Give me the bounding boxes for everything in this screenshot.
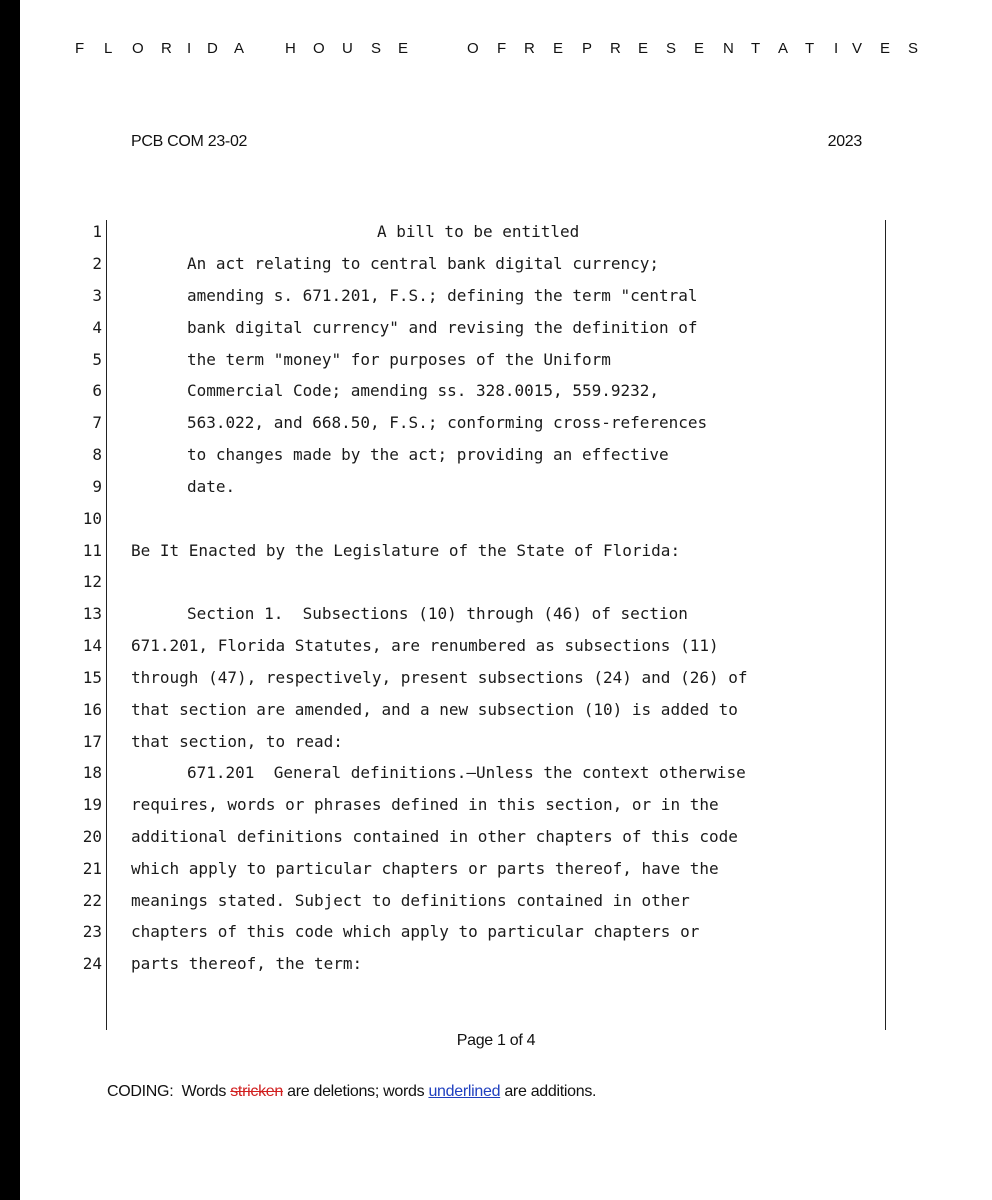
header-letter: R (161, 40, 172, 57)
line-number: 23 (82, 922, 102, 941)
header-letter: E (694, 40, 705, 57)
header-letter: R (524, 40, 535, 57)
line-text: the term "money" for purposes of the Uniform (187, 350, 611, 369)
line-text: to changes made by the act; providing an effective (187, 445, 669, 464)
header-letter: S (666, 40, 677, 57)
line-number: 6 (92, 381, 102, 400)
header-letter: N (723, 40, 734, 57)
header-letter: V (852, 40, 863, 57)
line-text: 671.201, Florida Statutes, are renumbered as subsections (11) (131, 636, 719, 655)
line-number: 15 (82, 668, 102, 687)
line-number: 5 (92, 350, 102, 369)
header-letter: R (610, 40, 621, 57)
line-text: that section, to read: (131, 732, 343, 751)
line-number: 10 (82, 509, 102, 528)
line-number: 16 (82, 700, 102, 719)
header-letter: A (234, 40, 245, 57)
right-margin-rule (885, 220, 886, 1030)
header-letter: T (751, 40, 761, 57)
header-letter: O (467, 40, 479, 57)
header-letter: S (908, 40, 919, 57)
line-text: amending s. 671.201, F.S.; defining the term "central (187, 286, 698, 305)
line-text: Commercial Code; amending ss. 328.0015, 559.9232, (187, 381, 660, 400)
header-letter: L (104, 40, 113, 57)
line-number: 1 (92, 222, 102, 241)
line-text: requires, words or phrases defined in this section, or in the (131, 795, 719, 814)
header-letter: F (75, 40, 85, 57)
line-text: meanings stated. Subject to definitions contained in other (131, 891, 690, 910)
header-letter: S (371, 40, 382, 57)
chamber-header (20, 40, 992, 62)
header-letter: U (342, 40, 353, 57)
line-text: through (47), respectively, present subsections (24) and (26) of (131, 668, 748, 687)
coding-prefix: CODING: Words (107, 1083, 231, 1100)
line-text: A bill to be entitled (377, 222, 580, 241)
left-margin-rule (106, 220, 107, 1030)
header-letter: O (132, 40, 144, 57)
coding-suffix: are additions. (500, 1083, 597, 1100)
header-letter: E (398, 40, 409, 57)
line-text: bank digital currency" and revising the definition of (187, 318, 698, 337)
line-number: 18 (82, 763, 102, 782)
coding-mid: are deletions; words (282, 1083, 429, 1100)
line-number: 13 (82, 604, 102, 623)
bill-number: PCB COM 23-02 (131, 133, 248, 150)
bill-page (20, 0, 992, 1200)
header-letter: E (880, 40, 891, 57)
line-text: 563.022, and 668.50, F.S.; conforming cross-references (187, 413, 708, 432)
header-letter: E (553, 40, 564, 57)
line-number: 22 (82, 891, 102, 910)
line-text: Be It Enacted by the Legislature of the State of Florida: (131, 541, 681, 560)
line-number: 11 (82, 541, 102, 560)
header-letter: H (285, 40, 296, 57)
line-number: 7 (92, 413, 102, 432)
coding-legend (107, 1083, 596, 1101)
line-number: 12 (82, 572, 102, 591)
line-number: 24 (82, 954, 102, 973)
session-year: 2023 (827, 133, 862, 150)
line-number: 21 (82, 859, 102, 878)
line-number: 20 (82, 827, 102, 846)
header-letter: A (778, 40, 789, 57)
header-letter: E (638, 40, 649, 57)
underlined-sample: underlined (428, 1083, 501, 1100)
header-letter: P (582, 40, 593, 57)
header-letter: I (187, 40, 192, 57)
line-text: Section 1. Subsections (10) through (46) of section (187, 604, 688, 623)
line-number: 2 (92, 254, 102, 273)
line-text: date. (187, 477, 236, 496)
line-text: chapters of this code which apply to particular chapters or (131, 922, 700, 941)
stricken-sample: stricken (230, 1083, 283, 1100)
line-number: 19 (82, 795, 102, 814)
header-letter: O (313, 40, 325, 57)
line-text: that section are amended, and a new subsection (10) is added to (131, 700, 738, 719)
page-indicator: Page 1 of 4 (456, 1032, 536, 1049)
line-number: 17 (82, 732, 102, 751)
line-number: 9 (92, 477, 102, 496)
header-letter: I (834, 40, 839, 57)
line-text: 671.201 General definitions.—Unless the context otherwise (187, 763, 746, 782)
header-letter: D (207, 40, 218, 57)
line-text: additional definitions contained in other chapters of this code (131, 827, 738, 846)
line-text: An act relating to central bank digital currency; (187, 254, 660, 273)
line-number: 3 (92, 286, 102, 305)
header-letter: F (497, 40, 507, 57)
line-text: which apply to particular chapters or parts thereof, have the (131, 859, 719, 878)
line-text: parts thereof, the term: (131, 954, 363, 973)
line-number: 4 (92, 318, 102, 337)
header-letter: T (805, 40, 815, 57)
line-number: 8 (92, 445, 102, 464)
line-number: 14 (82, 636, 102, 655)
